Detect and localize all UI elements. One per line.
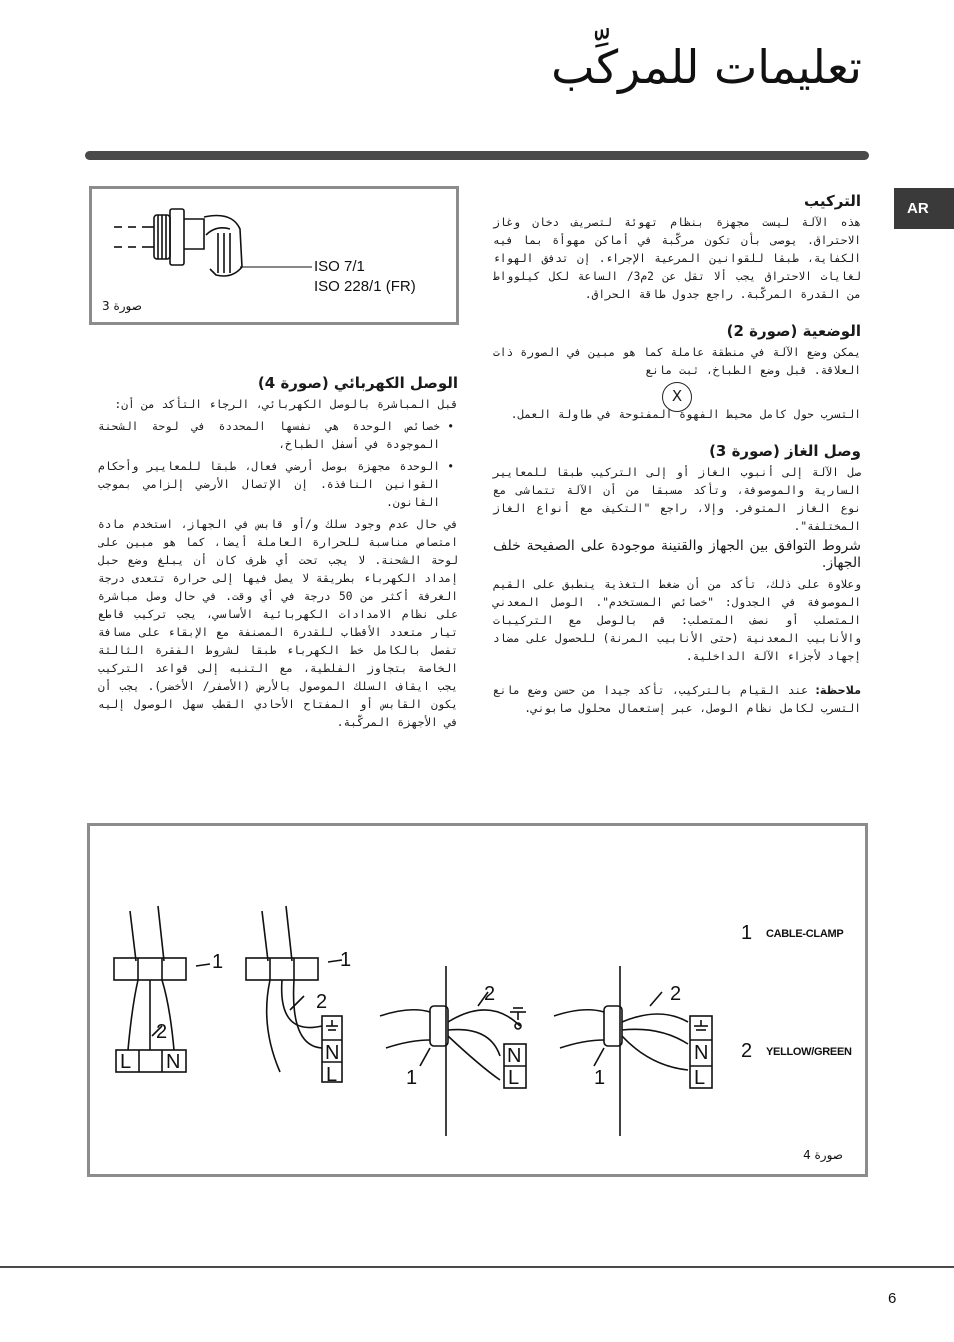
callout-number: 2	[670, 983, 682, 1005]
iso-228-1-text: ISO 228/1 (FR)	[314, 278, 416, 295]
bullet-item	[98, 458, 458, 512]
figure-4-wiring	[87, 823, 868, 1177]
callout-number: 1	[212, 951, 224, 973]
gas-elbow-fitting-drawing	[92, 189, 456, 322]
language-tab[interactable]: AR	[894, 188, 954, 229]
terminal-label: L	[120, 1051, 132, 1073]
electrical-connection-heading: الوصل الكهربائي (صورة 4)	[257, 374, 458, 392]
legend-number: 1	[741, 922, 753, 944]
iso-standards-label	[314, 257, 416, 297]
figure-3-caption: صورة 3	[102, 299, 142, 313]
electrical-text: في حال عدم وجود سلك و/أو قابس في الجهاز، استخدم مادة امتصاص مناسبة للحرارة العاملة أيضا، كما هو مبين على لوحة الشحنة. لا يجب تحت أي ظرف كان أن يبلغ وضع حبل إمداد الكهرباء بطريقة لا يصل فيها إلى حرارة تتعدى درجة الغرفة أكثر من 50 درجة في أي وقت. في حال وصل مباشرة على نظام الامدادات الكهربائية الأساسي، يجب تركيب قاطع تيار متعدد الأقطاب للقدرة المصنفة مع الإبقاء على مسافة تفصل بالكامل خط الكهرباء طبقا لشروط الفقرة الثالثة الخاصة بتجاوز الفلطية، مع التنبه إلى قواعد التركيب يجب ايقاف السلك الموصول بالأرض (الأصفر/ الأخضر). يجب أن يكون القابس أو المفتاح الأحادي القطب سهل الوصول إليه في الأجهزة المركّبة.	[98, 518, 458, 729]
terminal-label: L	[326, 1064, 338, 1086]
callout-number: 2	[484, 983, 496, 1005]
terminal-label: N	[694, 1042, 709, 1064]
terminal-label: N	[325, 1042, 340, 1064]
positioning-text-2: التسرب حول كامل محيط الفهوة المفتوحة في طاولة العمل.	[510, 408, 861, 421]
bullet-icon: •	[447, 420, 454, 433]
figure-3-gas-fitting	[89, 186, 459, 325]
gas-connection-heading: وصل الغاز (صورة 3)	[709, 442, 861, 460]
installation-heading: التركيب	[804, 192, 861, 210]
electrical-intro: قبل المباشرة بالوصل الكهربائي، الرجاء التأكد من أن:	[114, 398, 458, 411]
legend-number: 2	[741, 1040, 753, 1062]
callout-number: 2	[316, 991, 328, 1013]
wiring-diagram-c	[380, 966, 526, 1136]
page-number: 6	[888, 1290, 897, 1307]
bullet-text: الوحدة مجهزة بوصل أرضي فعال، طبقا للمعايير وأحكام القوانين النافذة. إن الإتصال الأرضي إلزامي بموجب القانون.	[98, 460, 440, 509]
positioning-text: يمكن وضع الآلة في منطقة عاملة كما هو مبين في الصورة ذات العلاقة. قبل وضع الطباخ، ثبت مانع	[493, 346, 861, 377]
callout-number: 2	[156, 1021, 168, 1043]
terminal-label: N	[507, 1045, 522, 1067]
callout-number: 1	[340, 949, 352, 971]
iso-7-1-text: ISO 7/1	[314, 258, 365, 275]
footer-divider	[0, 1266, 954, 1268]
left-column	[98, 372, 458, 732]
legend-text: YELLOW/GREEN	[766, 1046, 852, 1058]
wiring-diagrams	[90, 826, 865, 1174]
title-divider	[85, 151, 869, 160]
terminal-label: L	[508, 1067, 520, 1089]
page-title: تعليمات للمركِّب	[551, 40, 862, 94]
bullet-text: خصائص الوحدة هي نفسها المحددة في لوحة الشحنة الموجودة في أسفل الطباخ،	[98, 420, 440, 451]
callout-number: 1	[594, 1067, 606, 1089]
callout-number: 1	[406, 1067, 418, 1089]
terminal-label: N	[166, 1051, 181, 1073]
note-text: عند القيام بالتركيب، تأكد جيدا من حسن وضع مانع التسرب لكامل نظام الوصل، عبر إستعمال محلول صابوني.	[493, 684, 861, 715]
installation-text: هذه الآلة ليست مجهزة بنظام تهوئة لتصريف دخان وغاز الاحتراق. يوصى بأن تكون مركّبة في أماكن مهوأة بما فيه الكفاية، طبقا للقوانين المرعية الإجراء. إن تدفق الهواء لغايات الاحتراق يجب ألا تقل عن 2م3/ الساعة لكل كيلوواط من القدرة المركّبة. راجع جدول طاقة الحراق.	[493, 216, 862, 301]
gas-compatibility-note: شروط التوافق بين الجهاز والقنينة موجودة على الصفيحة خلف الجهاز.	[493, 538, 861, 571]
wiring-diagram-a	[114, 906, 210, 1072]
wiring-diagram-d	[554, 966, 712, 1136]
cross-icon: X	[662, 382, 692, 412]
note-label: ملاحظة:	[815, 684, 861, 697]
figure-4-caption: صورة 4	[803, 1148, 843, 1162]
gas-connection-text: صل الآلة إلى أنبوب الغاز أو إلى التركيب طبقا للمعايير السارية والموصوفة، وتأكد مسبقا من أن الآلة تتماشى مع نوع الغاز المتوفر. وإلا، راجع "التكيف مع أنواع الغاز المختلفة".	[493, 466, 861, 533]
gas-connection-text-2: وعلاوة على ذلك، تأكد من أن ضغط التغذية ينطبق على القيم الموصوفة في الجدول: "خصائص المستخدم". الوصل المعدني المتصلب أو نصف المتصلب: قم بالوصل مع التركيبات والأنابيب المعدنية (حتى الأنابيب المرنة) للحصول على مضاد إجهاد لأجزاء الآلة الداخلية.	[493, 578, 861, 663]
terminal-label: L	[694, 1067, 706, 1089]
right-column	[493, 190, 861, 718]
installation-note	[493, 682, 861, 718]
positioning-heading: الوضعية (صورة 2)	[726, 322, 861, 340]
bullet-item	[98, 418, 458, 454]
bullet-icon: •	[447, 460, 454, 473]
legend-text: CABLE-CLAMP	[766, 928, 844, 940]
